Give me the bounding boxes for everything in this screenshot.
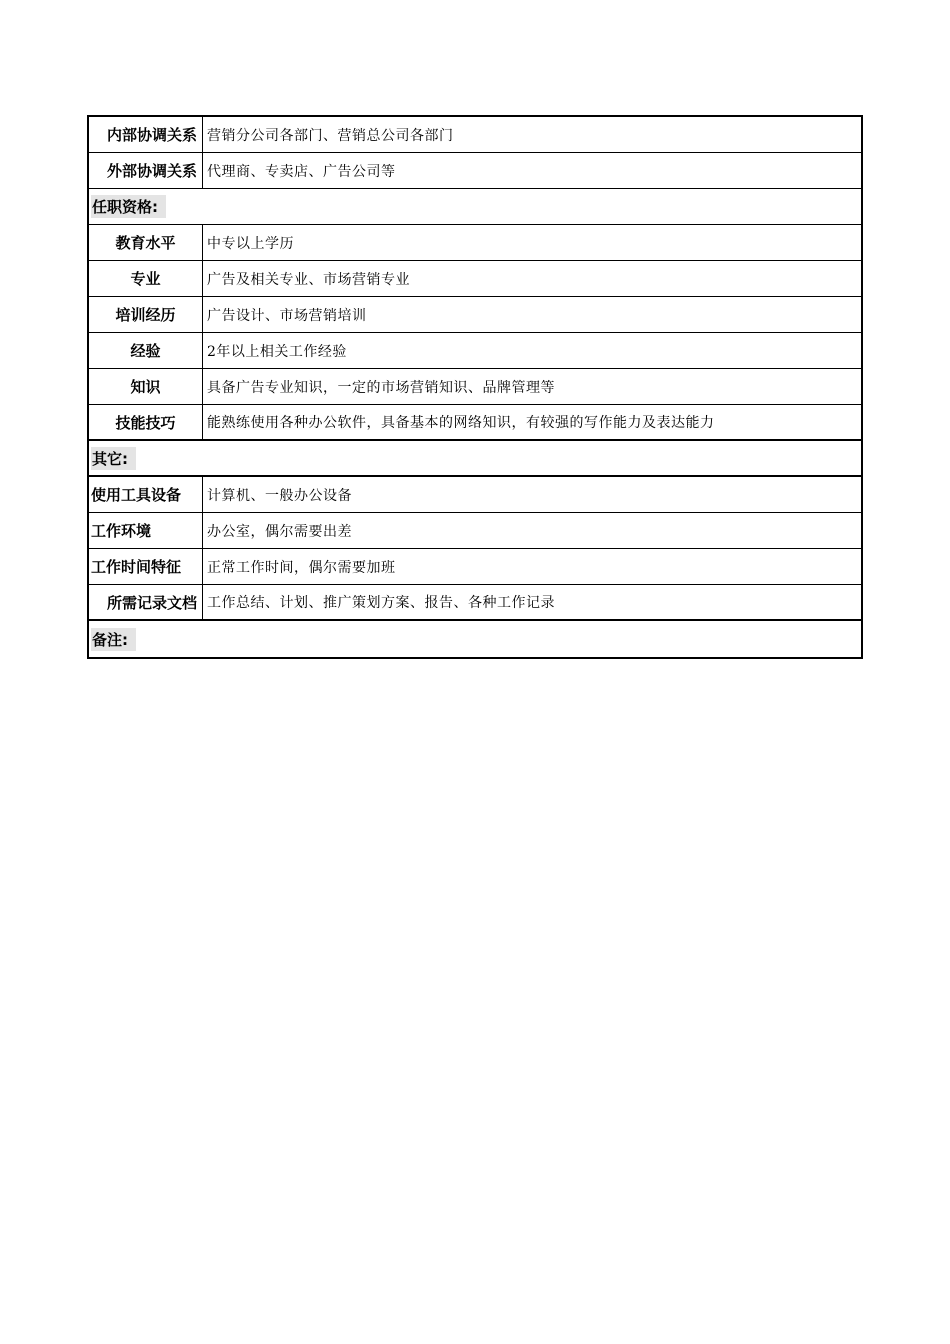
table-row (89, 513, 861, 549)
row-value: 营销分公司各部门、营销总公司各部门 (207, 127, 454, 144)
row-value: 广告及相关专业、市场营销专业 (207, 271, 410, 288)
table-row (89, 405, 861, 441)
row-value: 具备广告专业知识，一定的市场营销知识、品牌管理等 (207, 379, 555, 396)
row-value: 正常工作时间，偶尔需要加班 (207, 559, 396, 576)
row-value: 2年以上相关工作经验 (207, 343, 347, 360)
row-label: 技能技巧 (89, 405, 203, 439)
section-heading: 备注: (91, 628, 136, 651)
table-row (89, 225, 861, 261)
other-section-row (89, 441, 861, 477)
external-coordination-row (89, 153, 861, 189)
table-row (89, 297, 861, 333)
section-heading: 任职资格: (91, 195, 166, 218)
row-label: 工作环境 (89, 513, 203, 548)
row-label: 所需记录文档 (89, 585, 203, 619)
row-label: 知识 (89, 369, 203, 404)
section-heading: 其它: (91, 447, 136, 470)
row-label: 使用工具设备 (89, 477, 203, 512)
internal-coordination-row (89, 117, 861, 153)
qualifications-section-row (89, 189, 861, 225)
table-row (89, 477, 861, 513)
row-label: 经验 (89, 333, 203, 368)
job-description-table (87, 115, 863, 659)
table-row (89, 261, 861, 297)
row-value: 中专以上学历 (207, 235, 294, 252)
row-value: 代理商、专卖店、广告公司等 (207, 163, 396, 180)
row-label: 外部协调关系 (89, 153, 203, 188)
row-value: 广告设计、市场营销培训 (207, 307, 367, 324)
row-value: 办公室，偶尔需要出差 (207, 523, 352, 540)
row-label: 专业 (89, 261, 203, 296)
table-row (89, 333, 861, 369)
row-label: 培训经历 (89, 297, 203, 332)
row-label: 内部协调关系 (89, 117, 203, 152)
row-value: 计算机、一般办公设备 (207, 487, 352, 504)
remarks-section-row (89, 621, 861, 657)
table-row (89, 549, 861, 585)
row-value: 能熟练使用各种办公软件，具备基本的网络知识，有较强的写作能力及表达能力 (207, 415, 715, 431)
table-row (89, 369, 861, 405)
row-value: 工作总结、计划、推广策划方案、报告、各种工作记录 (207, 595, 555, 611)
row-label: 教育水平 (89, 225, 203, 260)
row-label: 工作时间特征 (89, 549, 203, 584)
table-row (89, 585, 861, 621)
